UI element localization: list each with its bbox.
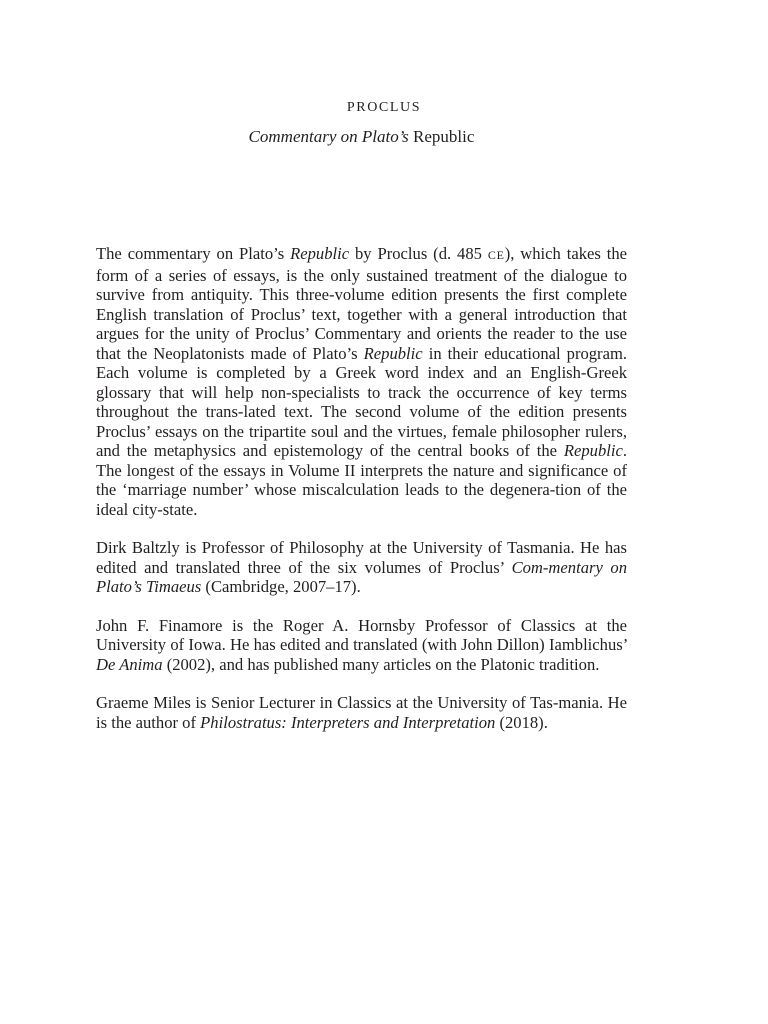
bio-baltzly-publication: (Cambridge, 2007–17). <box>205 577 361 596</box>
book-title-roman: Republic <box>413 127 475 146</box>
description-part-3: by Proclus (d. 485 <box>355 244 482 263</box>
description-part-5: ), which takes the form of a series of essays, is the only sustained treatment of the dialogue to survive from antiquity. This three-volume edition presents the first complete English translation of Proclus’ text, together with a general introduction that argues for the unity of Proclus’ Commentary and orients the reader to the use that the Neoplatonists made of Plato’s <box>96 244 627 363</box>
bio-miles-year: (2018). <box>499 712 548 732</box>
bio-baltzly-text: Dirk Baltzly is Professor of Philosophy at the University of Tasmania. He has edited and translated three of the six volumes of Proclus’ <box>96 538 627 577</box>
book-title <box>0 126 723 148</box>
description-era: CE <box>487 248 505 262</box>
description-title-1: Republic <box>290 244 350 263</box>
bio-finamore <box>96 616 627 675</box>
description-title-3: Republic <box>563 441 623 460</box>
bio-finamore-rest: (2002), and has published many articles on the Platonic tradition. <box>166 654 600 674</box>
bio-finamore-work: De Anima <box>96 654 163 674</box>
description-part-1: The commentary on Plato’s <box>96 244 285 263</box>
description-paragraph <box>96 244 627 519</box>
blurb-text <box>96 244 627 751</box>
bio-miles-work: Philostratus: Interpreters and Interpretation <box>200 712 496 732</box>
author-name: PROCLUS <box>346 100 422 115</box>
bio-miles <box>96 693 627 732</box>
bio-baltzly-work: Com-mentary on Plato’s Timaeus <box>96 557 627 596</box>
bio-miles-text: Graeme Miles is Senior Lecturer in Classics at the University of Tas-mania. He is the author of <box>96 693 627 732</box>
description-part-9: . The longest of the essays in Volume II interprets the nature and significance of the ‘marriage number’ whose miscalculation leads to the degenera-tion of the ideal city-state. <box>96 441 627 519</box>
description-part-7: in their educational program. Each volume is completed by a Greek word index and an English-Greek glossary that will help non-specialists to track the occurrence of key terms throughout the trans-lated text. The second volume of the edition presents Proclus’ essays on the tripartite soul and the virtues, female philosopher rulers, and the metaphysics and epistemology of the central books of the <box>96 343 628 460</box>
bio-finamore-text: John F. Finamore is the Roger A. Hornsby Professor of Classics at the University of Iowa. He has edited and translated (with John Dillon) Iamblichus’ <box>96 615 627 654</box>
book-title-italic: Commentary on Plato’s <box>248 127 409 146</box>
description-title-2: Republic <box>363 343 423 363</box>
bio-baltzly <box>96 538 627 597</box>
